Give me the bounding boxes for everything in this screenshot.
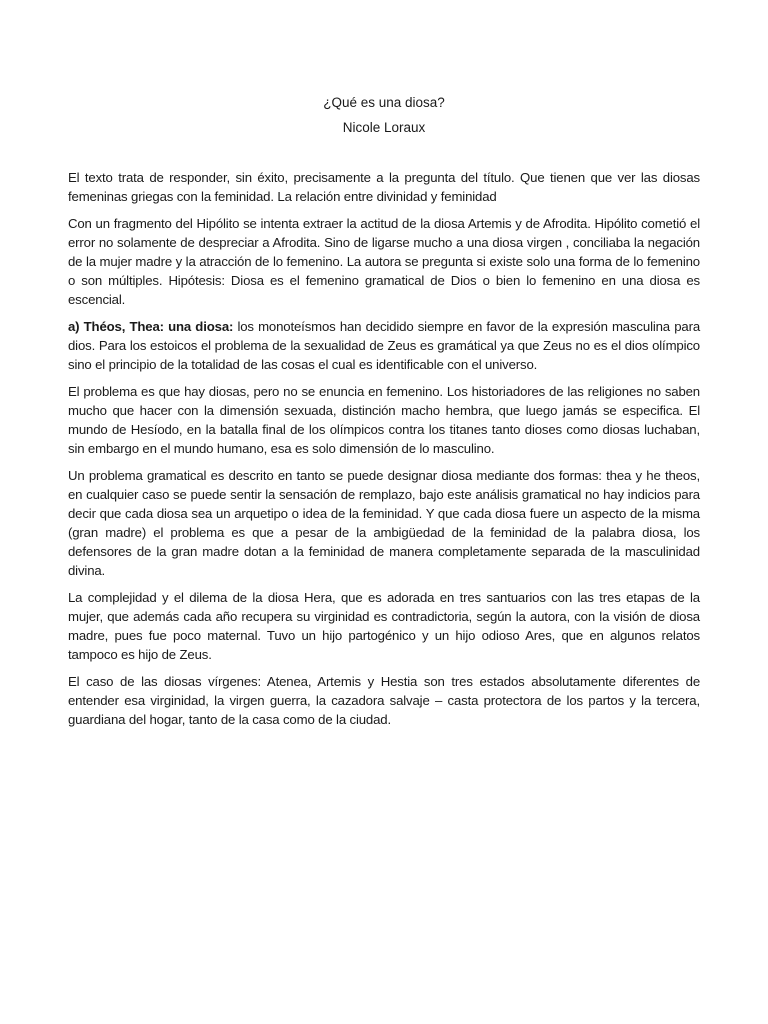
paragraph-text: Con un fragmento del Hipólito se intenta extraer la actitud de la diosa Artemis y de Afrodita. Hipólito cometió el error no solamente de despreciar a Afrodita. Sino de ligarse mucho a una diosa virgen , conciliaba la negación de la mujer madre y la atracción de lo femenino. La autora se pregunta si existe solo una forma de lo femenino o son múltiples. Hipótesis: Diosa es el femenino gramatical de Dios o bien lo femenino en una diosa es escencial. <box>68 216 700 307</box>
document-author: Nicole Loraux <box>342 120 426 135</box>
paragraph-7 <box>68 672 700 729</box>
paragraph-text: La complejidad y el dilema de la diosa Hera, que es adorada en tres santuarios con las tres etapas de la mujer, que además cada año recupera su virginidad es contradictoria, según la autora, con la visión de diosa madre, pues fue poco maternal. Tuvo un hijo partogénico y un hijo odioso Ares, que en algunos relatos tampoco es hijo de Zeus. <box>68 590 700 662</box>
paragraph-text: El caso de las diosas vírgenes: Atenea, Artemis y Hestia son tres estados absolutamente diferentes de entender esa virginidad, la virgen guerra, la cazadora salvaje – casta protectora de los partos y la tercera, guardiana del hogar, tanto de la casa como de la ciudad. <box>68 674 700 727</box>
section-heading: a) Théos, Thea: una diosa: <box>68 319 234 334</box>
paragraph-4 <box>68 382 700 458</box>
paragraph-text: El texto trata de responder, sin éxito, precisamente a la pregunta del título. Que tienen que ver las diosas femeninas griegas con la feminidad. La relación entre divinidad y feminidad <box>68 170 700 204</box>
paragraph-3 <box>68 317 700 374</box>
paragraph-text: El problema es que hay diosas, pero no se enuncia en femenino. Los historiadores de las religiones no saben mucho que hacer con la dimensión sexuada, distinción macho hembra, que luego jamás se especifica. El mundo de Hesíodo, en la batalla final de los olímpicos contra los titanes tanto dioses como diosas luchaban, sin embargo en el mundo humano, esa es solo dimensión de lo masculino. <box>68 384 700 456</box>
document-title: ¿Qué es una diosa? <box>323 95 445 110</box>
paragraph-2 <box>68 214 700 309</box>
paragraph-6 <box>68 588 700 664</box>
paragraph-5 <box>68 466 700 580</box>
paragraph-text: Un problema gramatical es descrito en tanto se puede designar diosa mediante dos formas: thea y he theos, en cualquier caso se puede sentir la sensación de remplazo, bajo este análisis gramatical no hay indicios para decir que cada diosa sea un arquetipo o idea de la feminidad. Y que cada diosa fuere un aspecto de la misma (gran madre) el problema es que a pesar de la ambigüedad de la feminidad de la palabra diosa, los defensores de la gran madre dotan a la feminidad de manera completamente separada de la masculinidad divina. <box>68 468 700 578</box>
paragraph-1 <box>68 168 700 206</box>
paragraph-text: los monoteísmos han decidido siempre en favor de la expresión masculina para dios. Para los estoicos el problema de la sexualidad de Zeus es gramátical ya que Zeus no es el dios olímpico sino el principio de la totalidad de las cosas el cual es identificable con el universo. <box>68 319 701 372</box>
